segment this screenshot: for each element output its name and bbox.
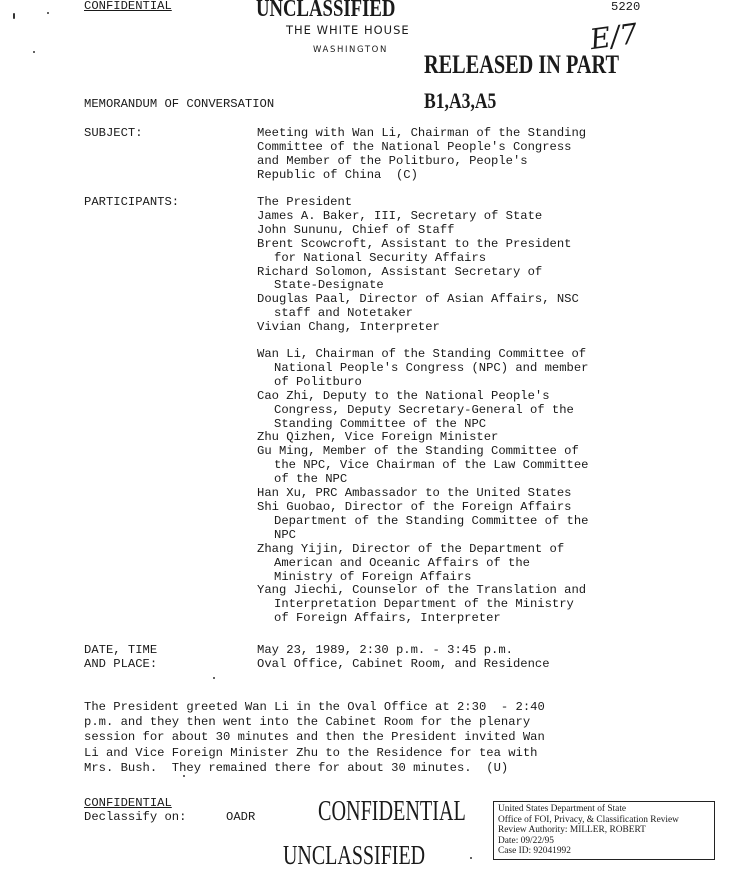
participant-line: staff and Notetaker bbox=[274, 306, 413, 321]
confidential-bottom-stamp: CONFIDENTIAL bbox=[318, 796, 466, 827]
date-time-value: May 23, 1989, 2:30 p.m. - 3:45 p.m. bbox=[257, 643, 513, 657]
participant-line: Wan Li, Chairman of the Standing Committee of bbox=[257, 347, 587, 361]
release-codes-stamp: B1,A3,A5 bbox=[424, 88, 497, 113]
subject-line: and Member of the Politburo, People's bbox=[257, 153, 528, 168]
participants-label: PARTICIPANTS: bbox=[84, 195, 180, 209]
participant-line: Han Xu, PRC Ambassador to the United States bbox=[257, 486, 572, 501]
participant-line: John Sununu, Chief of Staff bbox=[257, 222, 455, 237]
subject-line: Meeting with Wan Li, Chairman of the Standing bbox=[257, 126, 587, 140]
unclassified-top-stamp: UNCLASSIFIED bbox=[256, 0, 396, 22]
white-house-heading: THE WHITE HOUSE bbox=[286, 23, 410, 37]
participant-line: Richard Solomon, Assistant Secretary of bbox=[257, 264, 543, 279]
review-box-line: Date: 09/22/95 bbox=[498, 835, 554, 846]
scan-speck bbox=[213, 677, 215, 679]
date-label-line1: DATE, TIME bbox=[84, 643, 158, 657]
participant-line: The President bbox=[257, 195, 353, 209]
participant-line: Cao Zhi, Deputy to the National People's bbox=[257, 388, 550, 403]
scan-speck bbox=[183, 775, 185, 777]
participant-line: NPC bbox=[274, 527, 296, 542]
participant-line: Department of the Standing Committee of the bbox=[274, 513, 589, 528]
document-number: 5220 bbox=[611, 0, 641, 14]
participant-line: of the NPC bbox=[274, 472, 348, 487]
scan-speck bbox=[47, 12, 49, 14]
participant-line: American and Oceanic Affairs of the bbox=[274, 555, 530, 570]
body-line: p.m. and they then went into the Cabinet Room for the plenary bbox=[84, 715, 531, 730]
prc-participants-list bbox=[257, 348, 677, 626]
participant-line: State-Designate bbox=[274, 278, 384, 293]
review-box-line: United States Department of State bbox=[498, 804, 627, 814]
participant-line: for National Security Affairs bbox=[274, 250, 487, 265]
place-value: Oval Office, Cabinet Room, and Residence bbox=[257, 657, 550, 671]
washington-heading: WASHINGTON bbox=[313, 45, 388, 55]
participant-line: Shi Guobao, Director of the Foreign Affairs bbox=[257, 499, 572, 514]
body-line: The President greeted Wan Li in the Oval Office at 2:30 - 2:40 bbox=[84, 700, 545, 714]
body-paragraph bbox=[84, 700, 684, 776]
participant-line: Zhang Yijin, Director of the Department of bbox=[257, 541, 565, 556]
participant-line: Zhu Qizhen, Vice Foreign Minister bbox=[257, 430, 499, 445]
released-in-part-stamp: RELEASED IN PART bbox=[424, 50, 619, 79]
unclassified-bottom-stamp: UNCLASSIFIED bbox=[283, 840, 426, 870]
body-line: Li and Vice Foreign Minister Zhu to the Residence for tea with bbox=[84, 745, 538, 760]
participant-line: of Politburo bbox=[274, 374, 362, 389]
date-label-line2: AND PLACE: bbox=[84, 657, 158, 671]
subject-line: Republic of China (C) bbox=[257, 167, 418, 182]
review-box-line: Review Authority: MILLER, ROBERT bbox=[498, 825, 646, 836]
memo-title: MEMORANDUM OF CONVERSATION bbox=[84, 97, 275, 111]
review-box-line: Case ID: 92041992 bbox=[498, 846, 571, 857]
footer-confidential-label: CONFIDENTIAL bbox=[84, 796, 172, 810]
review-box-line: Office of FOI, Privacy, & Classification Review bbox=[498, 814, 679, 825]
participant-line: James A. Baker, III, Secretary of State bbox=[257, 208, 543, 223]
declassify-value: OADR bbox=[226, 810, 256, 824]
participant-line: National People's Congress (NPC) and member bbox=[274, 360, 589, 375]
body-line: session for about 30 minutes and then the President invited Wan bbox=[84, 730, 545, 745]
participant-line: Vivian Chang, Interpreter bbox=[257, 320, 440, 335]
confidential-top-label: CONFIDENTIAL bbox=[84, 0, 172, 13]
subject-label: SUBJECT: bbox=[84, 126, 143, 140]
participant-line: Standing Committee of the NPC bbox=[274, 416, 487, 431]
participant-line: Congress, Deputy Secretary-General of the bbox=[274, 402, 574, 417]
scan-speck bbox=[33, 51, 35, 53]
scan-speck bbox=[470, 857, 472, 859]
body-line: Mrs. Bush. They remained there for about 30 minutes. (U) bbox=[84, 760, 509, 775]
subject-text bbox=[257, 127, 677, 183]
handwritten-mark: E/7 bbox=[587, 16, 640, 57]
participant-line: the NPC, Vice Chairman of the Law Committee bbox=[274, 458, 589, 473]
participant-line: Gu Ming, Member of the Standing Committee of bbox=[257, 444, 579, 459]
declassify-label: Declassify on: bbox=[84, 810, 187, 824]
participant-line: Ministry of Foreign Affairs bbox=[274, 569, 472, 584]
scan-speck bbox=[13, 13, 15, 19]
participant-line: Interpretation Department of the Ministry bbox=[274, 597, 574, 612]
declassification-review-box bbox=[493, 801, 715, 860]
subject-line: Committee of the National People's Congress bbox=[257, 139, 572, 154]
participant-line: Brent Scowcroft, Assistant to the President bbox=[257, 236, 572, 251]
us-participants-list bbox=[257, 196, 677, 335]
participant-line: Yang Jiechi, Counselor of the Translation and bbox=[257, 583, 587, 598]
participant-line: of Foreign Affairs, Interpreter bbox=[274, 611, 501, 626]
participant-line: Douglas Paal, Director of Asian Affairs, NSC bbox=[257, 292, 579, 307]
